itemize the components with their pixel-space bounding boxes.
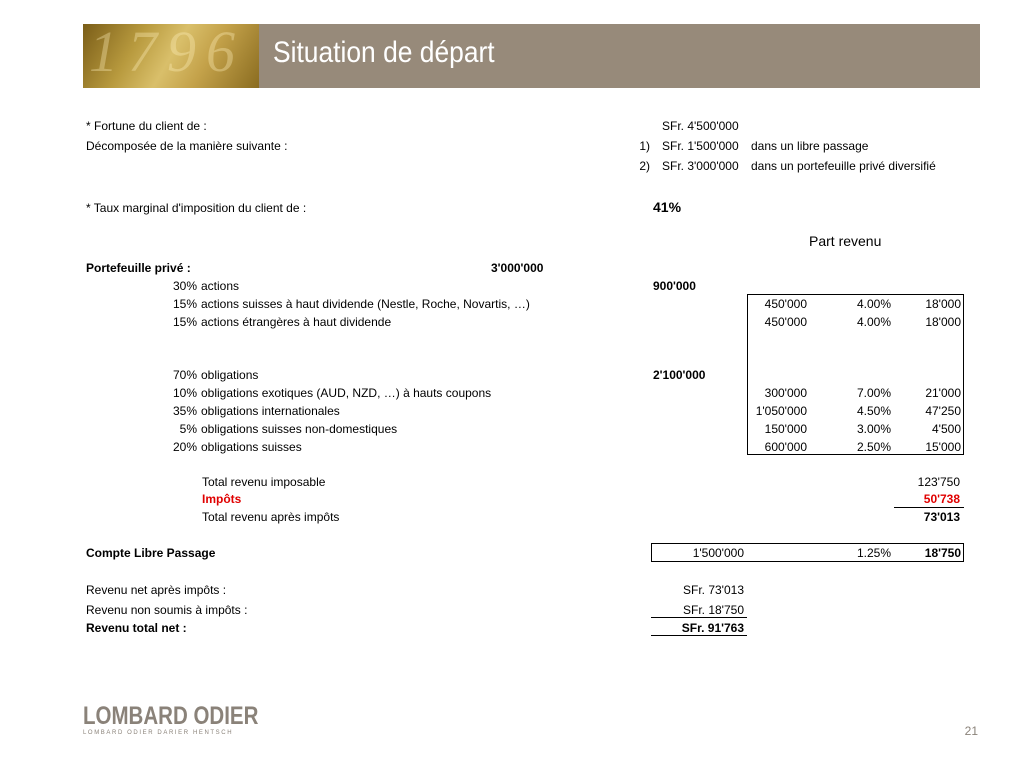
taux-label: * Taux marginal d'imposition du client de : [86,201,307,215]
table-row-rate: 7.00% [856,386,891,400]
summary-separator [651,617,747,618]
decomp-item-num: 1) [639,139,650,153]
table-row-pct: 10% [172,386,197,400]
summary-value: SFr. 18'750 [683,603,744,617]
libre-passage-revenue: 18'750 [924,546,961,560]
portefeuille-total: 3'000'000 [491,261,544,275]
summary-total-underline [651,635,747,636]
table-row-revenue: 18'000 [925,315,961,329]
taux-value: 41% [653,199,682,215]
table-row-rate: 2.50% [856,440,891,454]
total-imposable-label: Total revenu imposable [202,475,326,489]
table-row-label: obligations suisses non-domestiques [201,422,398,436]
table-row-pct: 15% [172,297,197,311]
table-row-pct: 35% [172,404,197,418]
portefeuille-label: Portefeuille privé : [86,261,191,275]
libre-passage-label: Compte Libre Passage [86,546,216,560]
total-imposable-value: 123'750 [917,475,960,489]
table-row-label: actions suisses à haut dividende (Nestle, Roche, Novartis, …) [201,297,530,311]
decomp-item-amount: SFr. 3'000'000 [662,159,739,173]
table-row-label: obligations exotiques (AUD, NZD, …) à hauts coupons [201,386,492,400]
table-row-capital: 450'000 [764,297,807,311]
table-row-capital: 450'000 [764,315,807,329]
table-row-rate: 4.50% [856,404,891,418]
table-row-pct: 20% [172,440,197,454]
total-apres-impots-value: 73'013 [923,510,960,524]
actions-label: actions [201,279,240,293]
table-row-revenue: 4'500 [932,422,961,436]
decomp-item-amount: SFr. 1'500'000 [662,139,739,153]
actions-pct: 30% [172,279,197,293]
page-title: Situation de départ [273,36,495,69]
decomp-item-desc: dans un libre passage [751,139,869,153]
summary-total-value: SFr. 91'763 [681,621,744,635]
table-row-label: obligations internationales [201,404,340,418]
table-row-rate: 4.00% [856,315,891,329]
table-row-capital: 150'000 [764,422,807,436]
impots-label: Impôts [202,492,242,506]
fortune-value: SFr. 4'500'000 [662,119,739,133]
table-row-revenue: 21'000 [925,386,961,400]
decomp-label: Décomposée de la manière suivante : [86,139,288,153]
obligations-label: obligations [201,368,259,382]
libre-passage-rate: 1.25% [856,546,891,560]
page-number: 21 [964,724,978,738]
total-apres-impots-label: Total revenu après impôts [202,510,340,524]
obligations-amount: 2'100'000 [653,368,706,382]
decomp-item-num: 2) [639,159,650,173]
summary-label: Revenu non soumis à impôts : [86,603,248,617]
header-bar [83,24,980,88]
summary-label: Revenu net après impôts : [86,583,227,597]
part-revenu-header: Part revenu [809,233,882,249]
libre-passage-capital: 1'500'000 [692,546,744,560]
actions-amount: 900'000 [653,279,696,293]
total-separator [894,507,964,508]
table-row-rate: 4.00% [856,297,891,311]
table-row-label: obligations suisses [201,440,302,454]
summary-total-label: Revenu total net : [86,621,187,635]
decomp-item-desc: dans un portefeuille privé diversifié [751,159,936,173]
brand-name: LOMBARD ODIER [83,702,259,730]
obligations-pct: 70% [172,368,197,382]
table-row-capital: 600'000 [764,440,807,454]
year-logo-image [83,24,259,88]
impots-value: 50'738 [923,492,960,506]
table-row-revenue: 18'000 [925,297,961,311]
table-row-pct: 15% [172,315,197,329]
fortune-label: * Fortune du client de : [86,119,207,133]
logo-year: 1796 [89,24,245,84]
table-row-label: actions étrangères à haut dividende [201,315,392,329]
table-row-revenue: 47'250 [925,404,961,418]
table-row-capital: 1'050'000 [755,404,807,418]
brand-logo [83,703,297,736]
table-row-rate: 3.00% [856,422,891,436]
table-row-pct: 5% [179,422,197,436]
summary-value: SFr. 73'013 [683,583,744,597]
brand-subtitle: LOMBARD ODIER DARIER HENTSCH [83,730,234,736]
table-row-capital: 300'000 [764,386,807,400]
table-row-revenue: 15'000 [925,440,961,454]
